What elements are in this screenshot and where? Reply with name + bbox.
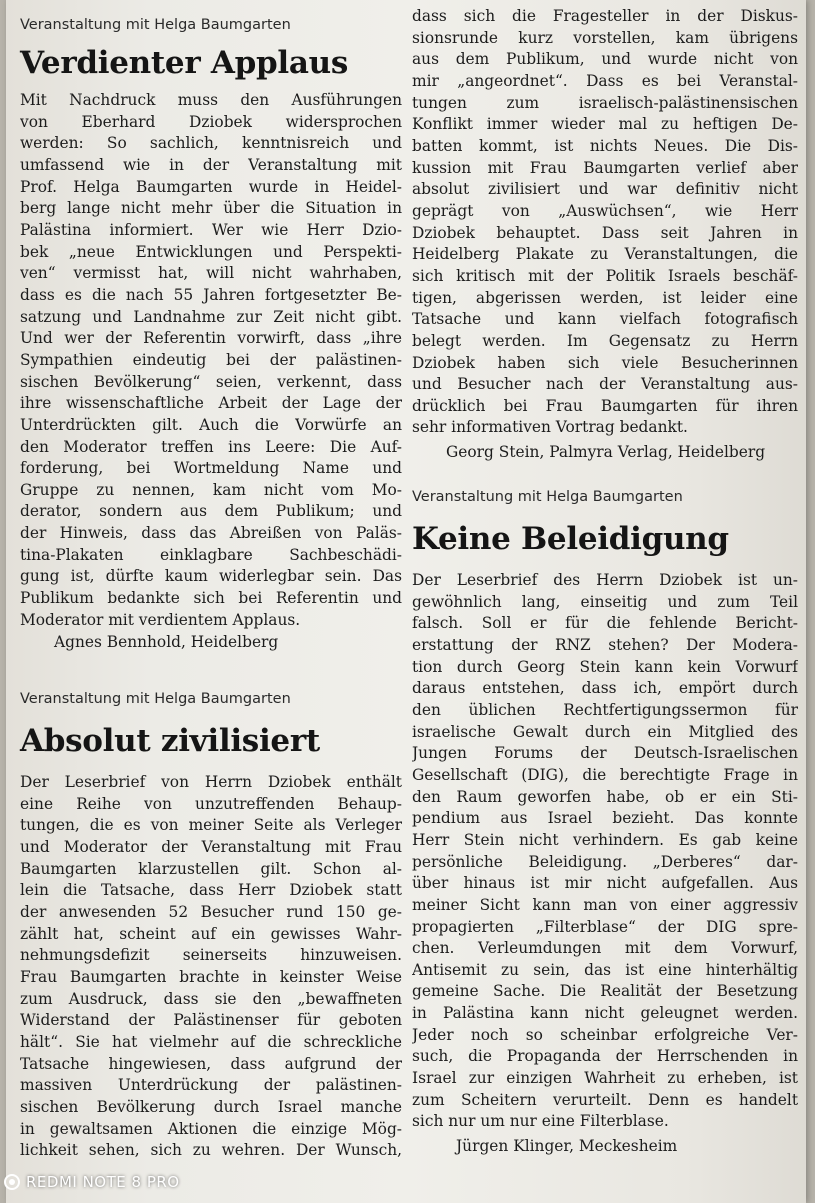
text-line: Herr Stein nicht verhindern. Es gab keine — [412, 830, 798, 849]
text-line: werden: So sachlich, kenntnisreich und — [20, 134, 402, 153]
text-line: Mit Nachdruck muss den Ausführungen — [20, 91, 402, 109]
text-line: such, die Propaganda der Herrschenden in — [412, 1047, 798, 1066]
text-line: Widerstand der Palästinenser für geboten — [20, 1011, 402, 1030]
camera-lens-icon — [4, 1174, 20, 1190]
text-line: persönliche Beleidigung. „Derberes“ dar- — [412, 852, 798, 871]
text-line: Sympathien eindeutig bei der palästinen- — [20, 350, 402, 369]
text-line: umfassend wie in der Veranstaltung mit — [20, 155, 402, 174]
text-line: in gewaltsamen Aktionen die einzige Mög- — [20, 1119, 402, 1138]
letter-body — [20, 90, 402, 631]
letter-headline: Keine Beleidigung — [412, 521, 729, 557]
camera-watermark — [4, 1171, 180, 1193]
text-line: tungen zum israelisch-palästinensischen — [412, 93, 798, 112]
text-line: Und wer der Referentin vorwirft, dass „ihre — [20, 329, 402, 348]
letter-signature: Jürgen Klinger, Meckesheim — [456, 1137, 678, 1156]
text-line: sischen Bevölkerung“ seien, verkennt, dass — [20, 372, 402, 391]
text-line: falsch. Soll er für die fehlende Bericht- — [412, 614, 798, 633]
text-line: zum Ausdruck, dass sie den „bewaffneten — [20, 989, 402, 1008]
text-line: den Moderator treffen ins Leere: Die Auf- — [20, 437, 402, 456]
text-line: belegt werden. Im Gegensatz zu Herrn — [412, 331, 798, 350]
text-line: der anwesenden 52 Besucher rund 150 ge- — [20, 902, 402, 921]
text-line: von Eberhard Dziobek widersprochen — [20, 112, 402, 131]
text-line: gemeine Sache. Die Realität der Besetzung — [412, 982, 798, 1001]
text-line: dass sich die Fragesteller in der Diskus- — [412, 7, 798, 25]
text-line: gewöhnlich lang, einseitig und zum Teil — [412, 592, 798, 611]
text-line: und Besucher nach der Veranstaltung aus- — [412, 375, 798, 394]
letter-kicker: Veranstaltung mit Helga Baumgarten — [412, 489, 683, 505]
text-line: tungen, die es von meiner Seite als Verleger — [20, 816, 402, 835]
text-line: Jungen Forums der Deutsch-Israelischen — [412, 744, 798, 763]
letter-signature: Georg Stein, Palmyra Verlag, Heidelberg — [446, 443, 766, 462]
text-line: Tatsache und kann vielfach fotografisch — [412, 310, 798, 329]
letter-signature: Agnes Bennhold, Heidelberg — [54, 633, 279, 652]
text-line: der Hinweis, dass das Abreißen von Paläs- — [20, 524, 402, 543]
letter-headline: Verdienter Applaus — [20, 45, 349, 81]
text-line: tigen, abgerissen werden, ist leider eine — [412, 288, 798, 307]
text-line: eine Reihe von unzutreffenden Behaup- — [20, 794, 402, 813]
letter-body — [20, 772, 402, 1162]
text-line: dass es die nach 55 Jahren fortgesetzter Be- — [20, 285, 402, 304]
text-line: satzung und Landnahme zur Zeit nicht gibt. — [20, 307, 402, 326]
text-line: pendium aus Israel bezieht. Das konnte — [412, 809, 798, 828]
text-line: Der Leserbrief des Herrn Dziobek ist un- — [412, 571, 798, 589]
text-line: absolut zivilisiert und war definitiv nicht — [412, 180, 798, 199]
letter-absolut-zivilisiert-part1 — [20, 690, 402, 1162]
text-line: Unterdrückten gilt. Auch die Vorwürfe an — [20, 415, 402, 434]
text-line: Gruppe zu nennen, kam nicht vom Mo- — [20, 480, 402, 499]
text-line: sich nur um nur eine Filterblase. — [412, 1112, 669, 1131]
text-line: ven“ vermisst hat, will nicht wahrhaben, — [20, 264, 402, 283]
text-line: geprägt von „Auswüchsen“, wie Herr — [412, 201, 798, 220]
text-line: Jeder noch so scheinbar erfolgreiche Ver- — [412, 1025, 798, 1044]
letter-body — [412, 570, 798, 1133]
text-line: meiner Sicht kann man von einer aggressiv — [412, 895, 798, 914]
text-line: Israel zur einzigen Wahrheit zu erheben, ist — [412, 1069, 798, 1088]
text-line: kussion mit Frau Baumgarten verlief aber — [412, 158, 798, 177]
letter-kicker: Veranstaltung mit Helga Baumgarten — [20, 17, 291, 33]
text-line: chen. Verleumdungen mit dem Vorwurf, — [412, 939, 798, 958]
text-line: daraus entstehen, dass ich, empört durch — [412, 679, 798, 698]
text-line: sischen Bevölkerung durch Israel manche — [20, 1097, 402, 1116]
letter-headline: Absolut zivilisiert — [20, 723, 320, 759]
text-line: Moderator mit verdientem Applaus. — [20, 610, 301, 629]
text-line: erstattung der RNZ stehen? Der Modera- — [412, 635, 798, 654]
text-line: propagierten „Filterblase“ der DIG spre- — [412, 917, 798, 936]
text-line: Antisemit zu sein, das ist eine hinterhältig — [412, 960, 798, 979]
text-line: mir „angeordnet“. Dass es bei Veranstal- — [412, 71, 798, 90]
text-line: aus dem Publikum, und wurde nicht von — [412, 50, 798, 69]
letter-absolut-zivilisiert-part2 — [412, 6, 798, 463]
text-line: Heidelberg Plakate zu Veranstaltungen, die — [412, 245, 798, 264]
text-line: Frau Baumgarten brachte in keinster Weise — [20, 967, 402, 986]
text-line: sionsrunde kurz vorstellen, kam übrigens — [412, 28, 798, 47]
text-line: sich kritisch mit der Politik Israels beschäf- — [412, 266, 798, 285]
text-line: Gesellschaft (DIG), die berechtigte Frage in — [412, 765, 798, 784]
text-line: gung ist, dürfte kaum widerlegbar sein. Das — [20, 567, 402, 586]
text-line: drücklich bei Frau Baumgarten für ihren — [412, 396, 798, 415]
text-line: sehr informativen Vortrag bedankt. — [412, 418, 688, 437]
text-line: berg lange nicht mehr über die Situation in — [20, 199, 402, 218]
text-line: israelische Gewalt durch ein Mitglied des — [412, 722, 798, 741]
text-line: in Palästina kann nicht geleugnet werden. — [412, 1004, 798, 1023]
text-line: Dziobek behauptet. Dass seit Jahren in — [412, 223, 798, 242]
text-line: ihre wissenschaftliche Arbeit der Lage der — [20, 394, 402, 413]
letter-keine-beleidigung — [412, 488, 798, 1157]
letter-body-continued — [412, 6, 798, 439]
text-line: nehmungsdefizit seinerseits hinzuweisen. — [20, 946, 402, 965]
text-line: und Moderator der Veranstaltung mit Frau — [20, 837, 402, 856]
text-line: Tatsache hingewiesen, dass aufgrund der — [20, 1054, 402, 1073]
text-line: bek „neue Entwicklungen und Perspekti- — [20, 242, 402, 261]
text-line: tina-Plakaten einklagbare Sachbeschädi- — [20, 545, 402, 564]
text-line: zählt hat, scheint auf ein gewisses Wahr- — [20, 924, 402, 943]
text-line: Publikum bedankte sich bei Referentin und — [20, 589, 402, 608]
letter-verdienter-applaus — [20, 16, 402, 653]
text-line: derator, sondern aus dem Publikum; und — [20, 502, 402, 521]
text-line: den Raum geworfen habe, ob er ein Sti- — [412, 787, 798, 806]
text-line: zum Scheitern verurteilt. Denn es handelt — [412, 1090, 798, 1109]
text-line: den üblichen Rechtfertigungssermon für — [412, 700, 798, 719]
watermark-text: REDMI NOTE 8 PRO — [26, 1173, 180, 1191]
text-line: massiven Unterdrückung der palästinen- — [20, 1076, 402, 1095]
text-line: Prof. Helga Baumgarten wurde in Heidel- — [20, 177, 402, 196]
letter-kicker: Veranstaltung mit Helga Baumgarten — [20, 691, 291, 707]
text-line: lichkeit sehen, sich zu wehren. Der Wunsch, — [20, 1141, 402, 1160]
text-line: forderung, bei Wortmeldung Name und — [20, 459, 402, 478]
text-line: tion durch Georg Stein kann kein Vorwurf — [412, 657, 798, 676]
text-line: batten kommt, ist nichts Neues. Die Dis- — [412, 136, 798, 155]
text-line: lein die Tatsache, dass Herr Dziobek statt — [20, 881, 402, 900]
text-line: Palästina informiert. Wer wie Herr Dzio- — [20, 220, 402, 239]
text-line: Der Leserbrief von Herrn Dziobek enthält — [20, 773, 402, 791]
text-line: hält“. Sie hat vielmehr auf die schreckliche — [20, 1032, 402, 1051]
text-line: über hinaus ist mir nicht aufgefallen. Aus — [412, 874, 798, 893]
newspaper-clipping — [6, 0, 806, 1203]
text-line: Dziobek haben sich viele Besucherinnen — [412, 353, 798, 372]
text-line: Baumgarten klarzustellen gilt. Schon al- — [20, 859, 402, 878]
text-line: Konflikt immer wieder mal zu heftigen De- — [412, 115, 798, 134]
